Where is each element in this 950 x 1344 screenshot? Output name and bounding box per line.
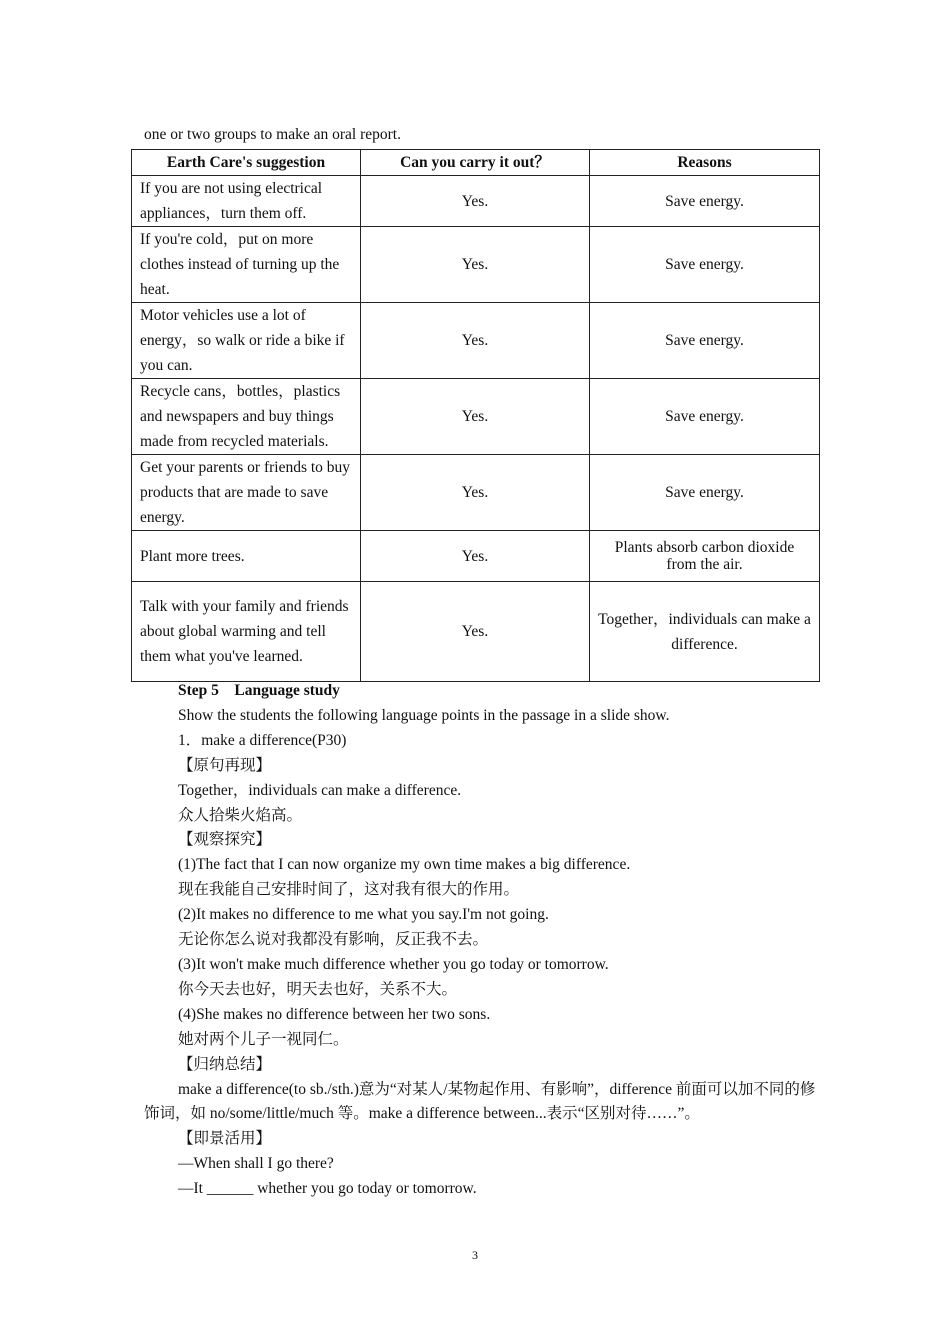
suggestion-cell: Motor vehicles use a lot of energy，so walk or ride a bike if you can. bbox=[132, 303, 361, 379]
answer-cell: Yes. bbox=[361, 379, 590, 455]
answer-cell: Yes. bbox=[361, 176, 590, 227]
answer-cell: Yes. bbox=[361, 455, 590, 531]
answer-cell: Yes. bbox=[361, 227, 590, 303]
language-study-section bbox=[144, 679, 816, 1202]
example-zh: 无论你怎么说对我都没有影响，反正我不去。 bbox=[178, 931, 489, 949]
example-en: (3)It won't make much difference whether you go today or tomorrow. bbox=[178, 955, 609, 973]
header-carry-out: Can you carry it out？ bbox=[361, 150, 590, 176]
reason-cell: Save energy. bbox=[590, 176, 820, 227]
dialog-answer: —It ______ whether you go today or tomorrow. bbox=[178, 1180, 477, 1198]
original-label: 【原句再现】 bbox=[178, 756, 272, 774]
table-row bbox=[132, 227, 820, 303]
point-title: 1．make a difference(P30) bbox=[178, 731, 347, 749]
page-number: 3 bbox=[472, 1248, 478, 1262]
original-sentence-en: Together，individuals can make a difference. bbox=[178, 781, 462, 799]
dialog-question: —When shall I go there? bbox=[178, 1155, 334, 1173]
answer-cell: Yes. bbox=[361, 303, 590, 379]
table-row bbox=[132, 531, 820, 582]
reason-cell: Save energy. bbox=[590, 303, 820, 379]
reason-cell: Together，individuals can make a difference. bbox=[590, 582, 820, 682]
reason-cell: Plants absorb carbon dioxide from the air. bbox=[590, 531, 820, 582]
suggestion-cell: If you're cold，put on more clothes instead of turning up the heat. bbox=[132, 227, 361, 303]
table-row bbox=[132, 379, 820, 455]
answer-cell: Yes. bbox=[361, 582, 590, 682]
suggestion-cell: Get your parents or friends to buy products that are made to save energy. bbox=[132, 455, 361, 531]
suggestion-cell: Talk with your family and friends about global warming and tell them what you've learned. bbox=[132, 582, 361, 682]
practice-label: 【即景活用】 bbox=[178, 1130, 272, 1148]
header-suggestion: Earth Care's suggestion bbox=[132, 150, 361, 176]
instruction-text: Show the students the following language points in the passage in a slide show. bbox=[178, 706, 670, 724]
suggestions-table bbox=[131, 149, 820, 682]
answer-cell: Yes. bbox=[361, 531, 590, 582]
example-en: (2)It makes no difference to me what you say.I'm not going. bbox=[178, 906, 549, 924]
example-zh: 她对两个儿子一视同仁。 bbox=[178, 1030, 349, 1048]
summary-text: make a difference(to sb./sth.)意为“对某人/某物起作用、有影响”，difference 前面可以加不同的修饰词，如 no/some/little/much 等。make a difference between...表示“区别对待……”。 bbox=[144, 1080, 816, 1123]
reason-cell: Save energy. bbox=[590, 455, 820, 531]
suggestion-cell: If you are not using electrical appliances，turn them off. bbox=[132, 176, 361, 227]
example-en: (1)The fact that I can now organize my own time makes a big difference. bbox=[178, 856, 631, 874]
table-row bbox=[132, 303, 820, 379]
reason-cell: Save energy. bbox=[590, 227, 820, 303]
summary-label: 【归纳总结】 bbox=[178, 1055, 272, 1073]
table-row bbox=[132, 176, 820, 227]
step-heading: Step 5 Language study bbox=[178, 682, 340, 699]
example-zh: 现在我能自己安排时间了，这对我有很大的作用。 bbox=[178, 881, 520, 899]
table-row bbox=[132, 582, 820, 682]
original-sentence-zh: 众人拾柴火焰高。 bbox=[178, 806, 303, 824]
suggestion-cell: Plant more trees. bbox=[132, 531, 361, 582]
table-header-row bbox=[132, 150, 820, 176]
header-reasons: Reasons bbox=[590, 150, 820, 176]
suggestion-cell: Recycle cans，bottles，plastics and newspapers and buy things made from recycled materials. bbox=[132, 379, 361, 455]
example-zh: 你今天去也好，明天去也好，关系不大。 bbox=[178, 980, 458, 998]
reason-cell: Save energy. bbox=[590, 379, 820, 455]
intro-text: one or two groups to make an oral report. bbox=[144, 126, 401, 143]
example-en: (4)She makes no difference between her two sons. bbox=[178, 1005, 491, 1023]
observe-label: 【观察探究】 bbox=[178, 831, 272, 849]
table-row bbox=[132, 455, 820, 531]
